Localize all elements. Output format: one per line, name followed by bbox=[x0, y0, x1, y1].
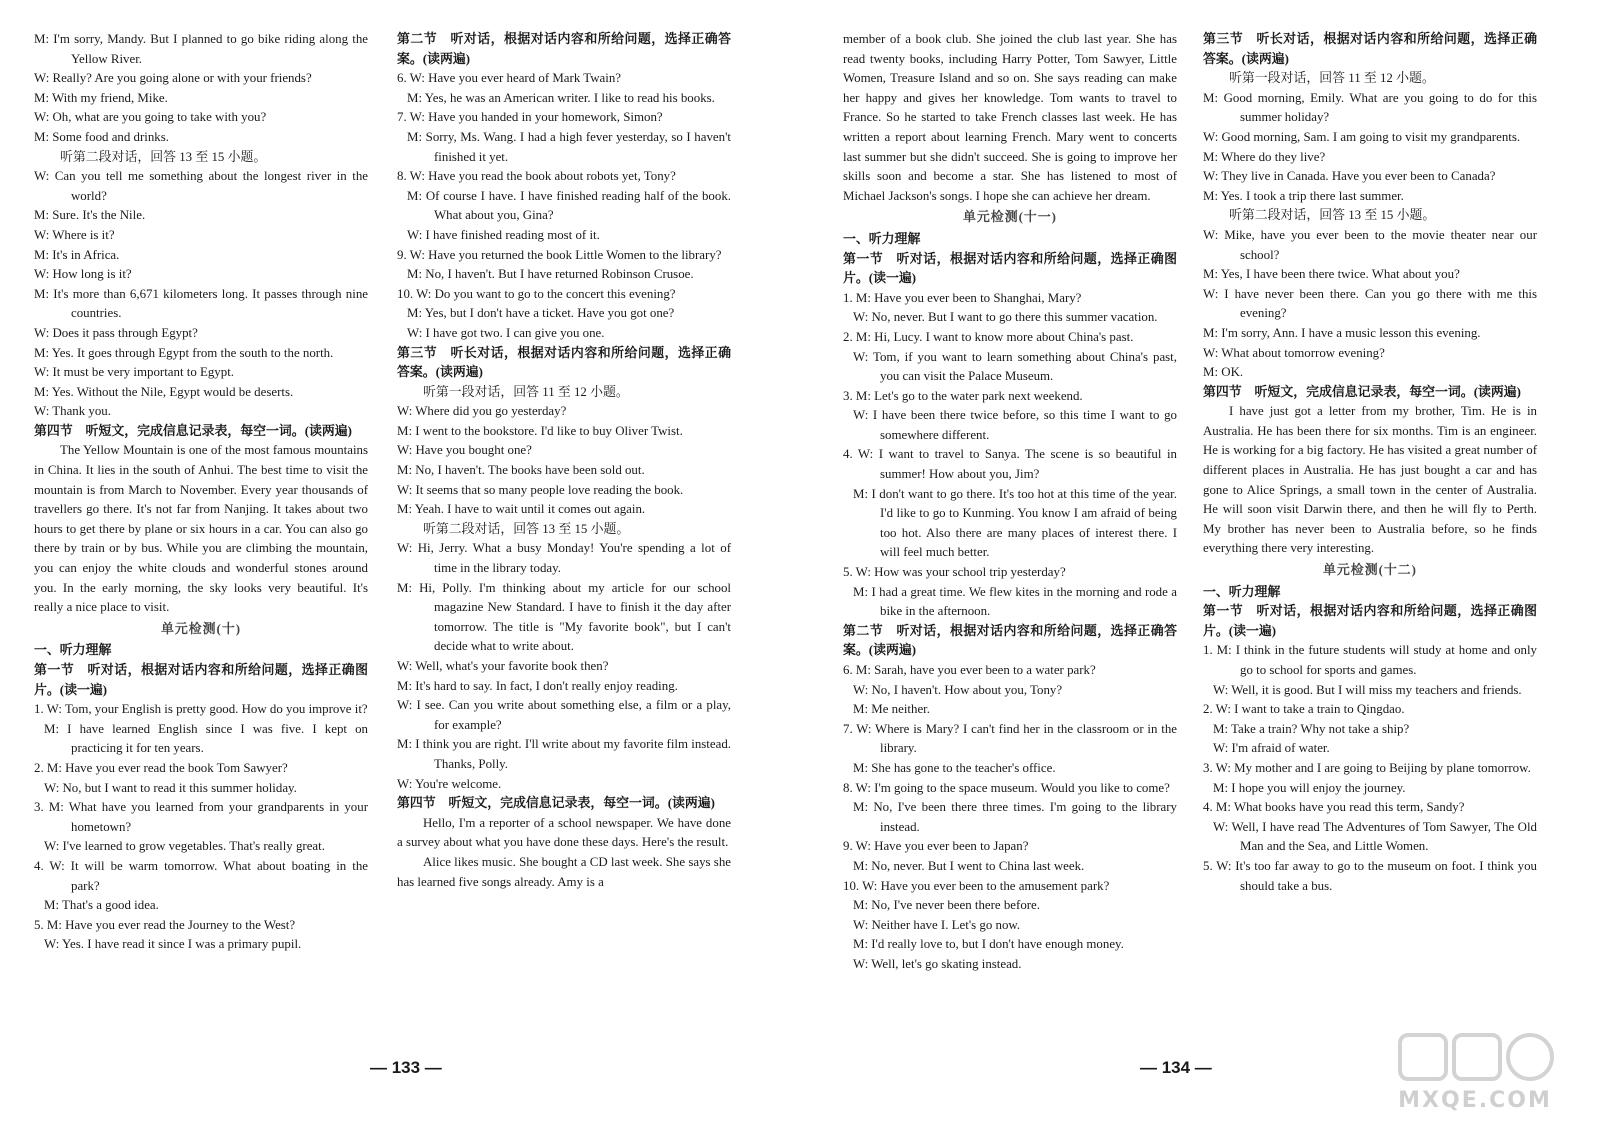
text-line: W: Yes. I have read it since I was a primary pupil. bbox=[44, 937, 302, 952]
text-line: M: Some food and drinks. bbox=[34, 129, 169, 144]
text-line: W: I have got two. I can give you one. bbox=[407, 325, 605, 340]
text-line: W: I see. Can you write about something else, a film or a play, for example? bbox=[397, 698, 731, 732]
text-line: W: Hi, Jerry. What a busy Monday! You're spending a lot of time in the library today. bbox=[397, 541, 731, 576]
text-line: W: How long is it? bbox=[34, 267, 132, 282]
text-line: W: I've learned to grow vegetables. That's really great. bbox=[44, 839, 325, 854]
text-line: 1. M: Have you ever been to Shanghai, Mary? bbox=[843, 290, 1082, 305]
text-line: Alice likes music. She bought a CD last week. She says she has learned five songs already. Amy is a bbox=[397, 854, 731, 889]
column-1 bbox=[34, 30, 368, 955]
text-line: W: Mike, have you ever been to the movie theater near our school? bbox=[1203, 227, 1537, 262]
text-line: M: No, I haven't. But I have returned Robinson Crusoe. bbox=[407, 267, 694, 282]
text-line: M: That's a good idea. bbox=[44, 898, 159, 913]
text-line: 10. W: Do you want to go to the concert this evening? bbox=[397, 286, 676, 301]
text-line: 3. M: What have you learned from your grandparents in your hometown? bbox=[34, 800, 368, 834]
text-line: M: Yes, but I don't have a ticket. Have you got one? bbox=[407, 306, 675, 321]
text-line: M: I'd really love to, but I don't have enough money. bbox=[853, 937, 1124, 952]
text-line: W: Good morning, Sam. I am going to visit my grandparents. bbox=[1203, 129, 1521, 144]
text-line: M: Yeah. I have to wait until it comes out again. bbox=[397, 502, 646, 517]
text-line: M: It's hard to say. In fact, I don't really enjoy reading. bbox=[397, 678, 678, 693]
text-line: W: Have you bought one? bbox=[397, 443, 532, 458]
text-line: 3. M: Let's go to the water park next weekend. bbox=[843, 388, 1083, 403]
watermark-text: MXQE.COM bbox=[1398, 1088, 1552, 1113]
text-line: M: Good morning, Emily. What are you going to do for this summer holiday? bbox=[1203, 90, 1537, 125]
text-line: 8. W: Have you read the book about robots yet, Tony? bbox=[397, 169, 676, 184]
text-line: W: They live in Canada. Have you ever been to Canada? bbox=[1203, 169, 1496, 184]
text-line: W: Well, what's your favorite book then? bbox=[397, 659, 609, 673]
text-line: 2. W: I want to take a train to Qingdao. bbox=[1203, 702, 1405, 717]
text-line: 4. W: It will be warm tomorrow. What about boating in the park? bbox=[34, 858, 368, 893]
text-line: member of a book club. She joined the club last year. She has read twenty books, including Harry Potter, Tom Sawyer, Little Women, Treasure Island and so on. She says reading can make her happy and gives her knowledge. Tom wants to travel to France. So he started to take French classes last week. He has written a report about learning French. Mary went to concerts last summer but she didn't succeed. She is going to improve her skills soon and become a star. She has listened to most of Michael Jackson's songs. I hope she can achieve her dream. bbox=[843, 32, 1177, 203]
text-line: 10. W: Have you ever been to the amusement park? bbox=[843, 878, 1110, 893]
text-line: 8. W: I'm going to the space museum. Would you like to come? bbox=[843, 780, 1170, 795]
section-instruction: 一、听力理解 bbox=[1203, 584, 1281, 599]
text-line: W: I have been there twice before, so this time I want to go somewhere different. bbox=[853, 408, 1177, 442]
text-line: M: No, never. But I went to China last week. bbox=[853, 858, 1085, 873]
text-line: W: No, never. But I want to go there this summer vacation. bbox=[853, 310, 1158, 325]
text-line: M: I had a great time. We flew kites in the morning and rode a bike in the afternoon. bbox=[853, 584, 1177, 619]
section-instruction: 第三节 听长对话，根据对话内容和所给问题，选择正确答案。(读两遍) bbox=[397, 345, 731, 380]
text-line: 听第二段对话，回答 13 至 15 小题。 bbox=[423, 521, 630, 536]
page-number-left: — 133 — bbox=[370, 1058, 442, 1077]
text-line: 1. M: I think in the future students will study at home and only go to school for sports and games. bbox=[1203, 643, 1537, 677]
text-line: W: Oh, what are you going to take with you? bbox=[34, 110, 267, 125]
text-line: 5. M: Have you ever read the Journey to the West? bbox=[34, 917, 296, 932]
section-instruction: 第四节 听短文，完成信息记录表，每空一词。(读两遍) bbox=[34, 423, 352, 438]
text-line: W: Can you tell me something about the longest river in the world? bbox=[34, 169, 368, 203]
column-4 bbox=[1203, 30, 1537, 896]
section-heading: 单元检测(十一) bbox=[963, 210, 1057, 225]
text-line: M: It's in Africa. bbox=[34, 247, 120, 262]
text-line: Hello, I'm a reporter of a school newspaper. We have done a survey about what you have done these days. Here's the result. bbox=[397, 815, 731, 850]
text-line: M: Yes. It goes through Egypt from the south to the north. bbox=[34, 345, 334, 360]
text-line: M: I have learned English since I was five. I kept on practicing it for ten years. bbox=[44, 721, 368, 756]
text-line: W: Really? Are you going alone or with your friends? bbox=[34, 71, 312, 86]
text-line: 5. W: How was your school trip yesterday? bbox=[843, 565, 1066, 580]
text-line: M: No, I haven't. The books have been sold out. bbox=[397, 463, 645, 478]
text-line: 7. W: Where is Mary? I can't find her in the classroom or in the library. bbox=[843, 721, 1177, 756]
text-line: 7. W: Have you handed in your homework, Simon? bbox=[397, 110, 663, 125]
text-line: W: Neither have I. Let's go now. bbox=[853, 917, 1021, 932]
text-line: 听第一段对话，回答 11 至 12 小题。 bbox=[1229, 71, 1435, 86]
text-line: 6. M: Sarah, have you ever been to a water park? bbox=[843, 663, 1096, 677]
text-line: M: I'm sorry, Ann. I have a music lesson this evening. bbox=[1203, 325, 1481, 340]
section-instruction: 第四节 听短文，完成信息记录表，每空一词。(读两遍) bbox=[1203, 384, 1521, 399]
page-number-right: — 134 — bbox=[1140, 1058, 1212, 1077]
text-line: M: I hope you will enjoy the journey. bbox=[1213, 780, 1406, 795]
column-2 bbox=[397, 30, 731, 892]
text-line: 2. M: Hi, Lucy. I want to know more about China's past. bbox=[843, 329, 1134, 344]
text-line: M: No, I've never been there before. bbox=[853, 898, 1041, 913]
text-line: M: Yes, I have been there twice. What about you? bbox=[1203, 267, 1460, 282]
text-line: 4. W: I want to travel to Sanya. The scene is so beautiful in summer! How about you, Jim? bbox=[843, 447, 1177, 482]
text-line: 1. W: Tom, your English is pretty good. How do you improve it? bbox=[34, 702, 368, 717]
text-line: M: No, I've been there three times. I'm going to the library instead. bbox=[853, 800, 1177, 834]
text-line: M: Me neither. bbox=[853, 702, 930, 717]
text-line: M: I'm sorry, Mandy. But I planned to go bike riding along the Yellow River. bbox=[34, 32, 368, 66]
text-line: W: Tom, if you want to learn something about China's past, you can visit the Palace Museum. bbox=[853, 349, 1177, 384]
text-line: I have just got a letter from my brother, Tim. He is in Australia. He has been there for six months. Tim is an engineer. He is working for a big factory. He has visited a great number of different places in Australia. He has just bought a car and has gone to Alice Springs, a small town in the center of Australia. He will soon visit Darwin there, and then he will fly to Perth. My brother has never been to Australia before, so he finds everything there very interesting. bbox=[1203, 404, 1537, 556]
watermark-logo bbox=[1390, 1027, 1560, 1113]
text-line: M: I think you are right. I'll write about my favorite film instead. Thanks, Polly. bbox=[397, 737, 731, 771]
text-line: W: Where did you go yesterday? bbox=[397, 404, 567, 419]
text-line: 9. W: Have you ever been to Japan? bbox=[843, 839, 1029, 854]
section-instruction: 第四节 听短文，完成信息记录表，每空一词。(读两遍) bbox=[397, 796, 715, 811]
text-line: W: No, but I want to read it this summer holiday. bbox=[44, 780, 297, 795]
text-line: M: Of course I have. I have finished reading half of the book. What about you, Gina? bbox=[407, 188, 731, 223]
text-line: W: You're welcome. bbox=[397, 776, 502, 791]
text-line: W: I have finished reading most of it. bbox=[407, 227, 600, 242]
text-line: 听第一段对话，回答 11 至 12 小题。 bbox=[423, 384, 629, 399]
section-instruction: 第一节 听对话，根据对话内容和所给问题，选择正确图片。(读一遍) bbox=[34, 663, 368, 697]
text-line: W: It seems that so many people love reading the book. bbox=[397, 482, 684, 497]
text-line: 听第二段对话，回答 13 至 15 小题。 bbox=[60, 149, 267, 164]
section-instruction: 第三节 听长对话，根据对话内容和所给问题，选择正确答案。(读两遍) bbox=[1203, 32, 1537, 66]
text-line: M: She has gone to the teacher's office. bbox=[853, 760, 1056, 775]
text-line: M: I went to the bookstore. I'd like to buy Oliver Twist. bbox=[397, 423, 683, 438]
text-line: M: Take a train? Why not take a ship? bbox=[1213, 721, 1410, 736]
section-instruction: 一、听力理解 bbox=[843, 231, 921, 246]
text-line: W: Well, let's go skating instead. bbox=[853, 956, 1022, 971]
text-line: 4. M: What books have you read this term, Sandy? bbox=[1203, 800, 1465, 815]
section-heading: 单元检测(十二) bbox=[1323, 563, 1417, 578]
text-line: M: Where do they live? bbox=[1203, 149, 1326, 164]
text-line: M: Yes. Without the Nile, Egypt would be deserts. bbox=[34, 384, 294, 399]
text-line: M: With my friend, Mike. bbox=[34, 90, 168, 105]
text-line: 3. W: My mother and I are going to Beijing by plane tomorrow. bbox=[1203, 760, 1531, 775]
text-line: 9. W: Have you returned the book Little Women to the library? bbox=[397, 247, 722, 262]
text-line: M: Sorry, Ms. Wang. I had a high fever yesterday, so I haven't finished it yet. bbox=[407, 129, 731, 164]
text-line: W: I have never been there. Can you go there with me this evening? bbox=[1203, 286, 1537, 321]
section-heading: 单元检测(十) bbox=[160, 621, 242, 636]
text-line: W: Does it pass through Egypt? bbox=[34, 325, 198, 340]
text-line: W: Where is it? bbox=[34, 227, 115, 242]
text-line: 2. M: Have you ever read the book Tom Sawyer? bbox=[34, 760, 288, 775]
text-line: 听第二段对话，回答 13 至 15 小题。 bbox=[1229, 208, 1436, 223]
column-3 bbox=[843, 30, 1177, 975]
text-line: M: Yes, he was an American writer. I like to read his books. bbox=[407, 90, 715, 105]
text-line: W: What about tomorrow evening? bbox=[1203, 345, 1385, 360]
section-instruction: 一、听力理解 bbox=[34, 643, 112, 658]
text-line: The Yellow Mountain is one of the most famous mountains in China. It lies in the south of Anhui. The best time to visit the mountain is from March to November. Every year thousands of travellers go there. It's not far from Nanjing. It takes about two hours to get there by plane or six hours in a car. You can also go there by train or by bus. While you are climbing the mountain, you can enjoy the white clouds and wonderful stones around you. In the early morning, the sky looks very beautiful. It's really a nice place to visit. bbox=[34, 443, 368, 615]
text-line: W: I'm afraid of water. bbox=[1213, 741, 1330, 756]
text-line: M: Hi, Polly. I'm thinking about my article for our school magazine New Standard. I have to finish it the day after tomorrow. The title is "My favorite book", but I can't decide what to write about. bbox=[397, 580, 731, 654]
text-line: M: I don't want to go there. It's too hot at this time of the year. I'd like to go to Kunming. You know I am afraid of being too hot. Also there are many places of interest there. I will feel much better. bbox=[853, 486, 1177, 560]
section-instruction: 第一节 听对话，根据对话内容和所给问题，选择正确图片。(读一遍) bbox=[843, 251, 1177, 286]
section-instruction: 第二节 听对话，根据对话内容和所给问题，选择正确答案。(读两遍) bbox=[843, 623, 1177, 658]
text-line: W: No, I haven't. How about you, Tony? bbox=[853, 682, 1063, 697]
text-line: 5. W: It's too far away to go to the museum on foot. I think you should take a bus. bbox=[1203, 858, 1537, 893]
text-line: M: Sure. It's the Nile. bbox=[34, 208, 146, 223]
text-line: W: Thank you. bbox=[34, 404, 111, 419]
watermark-graphic bbox=[1390, 1027, 1560, 1087]
text-line: W: Well, it is good. But I will miss my teachers and friends. bbox=[1213, 682, 1522, 697]
text-line: M: OK. bbox=[1203, 365, 1244, 380]
text-line: M: It's more than 6,671 kilometers long. It passes through nine countries. bbox=[34, 286, 368, 321]
text-line: W: It must be very important to Egypt. bbox=[34, 365, 235, 380]
text-line: M: Yes. I took a trip there last summer. bbox=[1203, 188, 1404, 203]
text-line: W: Well, I have read The Adventures of Tom Sawyer, The Old Man and the Sea, and Little Women. bbox=[1213, 819, 1537, 854]
section-instruction: 第一节 听对话，根据对话内容和所给问题，选择正确图片。(读一遍) bbox=[1203, 604, 1537, 638]
section-instruction: 第二节 听对话，根据对话内容和所给问题，选择正确答案。(读两遍) bbox=[397, 32, 731, 66]
text-line: 6. W: Have you ever heard of Mark Twain? bbox=[397, 71, 622, 86]
